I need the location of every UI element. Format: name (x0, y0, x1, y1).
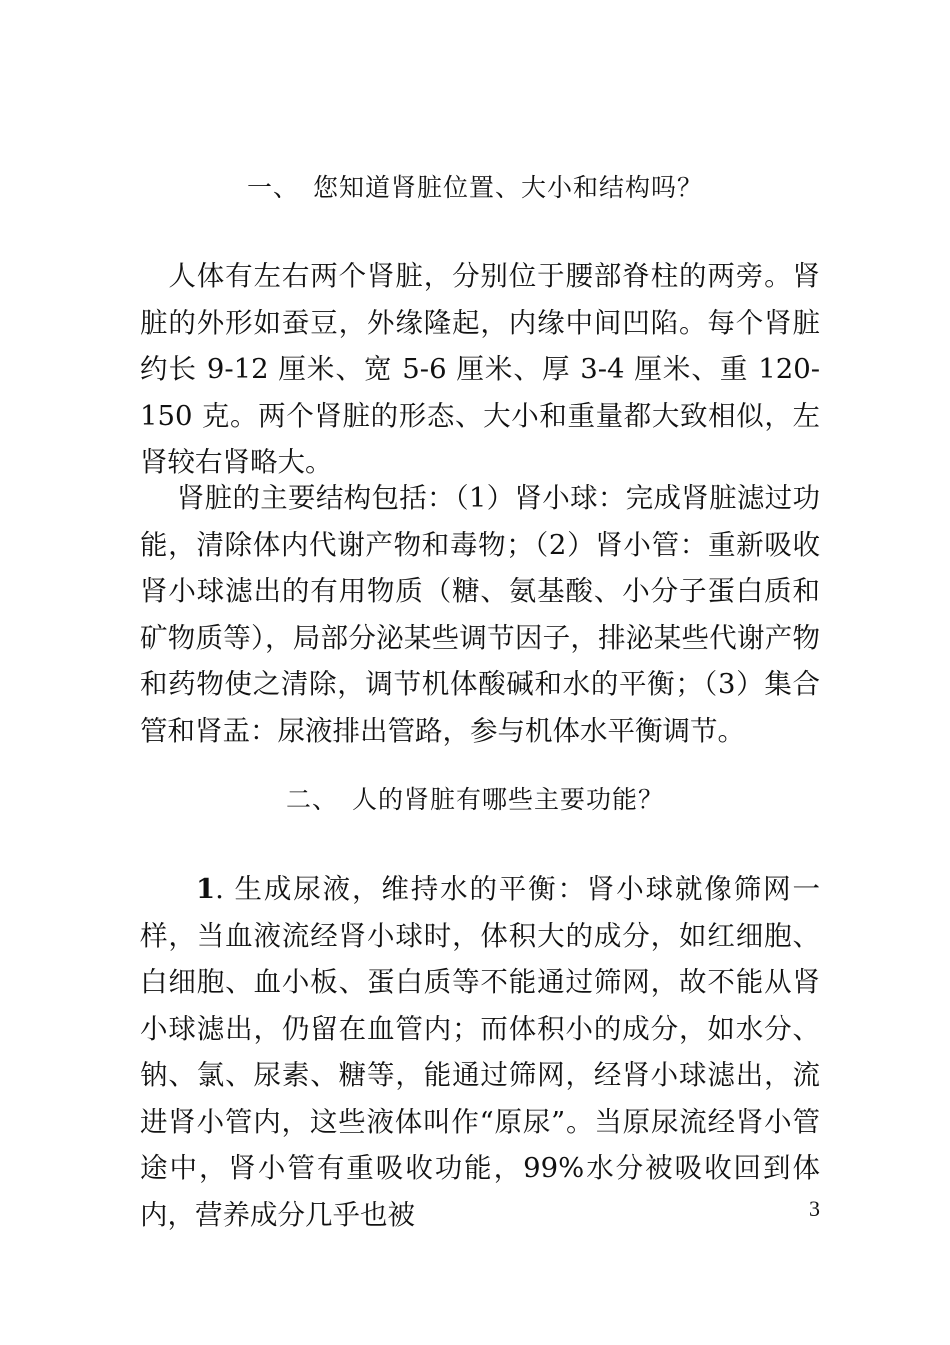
section-title-2: 人的肾脏有哪些主要功能？ (352, 785, 665, 814)
list-number-1: 1 (196, 873, 216, 905)
paragraph-urine-text: . 生成尿液，维持水的平衡：肾小球就像筛网一样，当血液流经肾小球时，体积大的成分，如红细胞、白细胞、血小板、蛋白质等不能通过筛网，故不能从肾小球滤出，仍留在血管内；而体积小的成分，如水分、钠、氯、尿素、糖等，能通过筛网，经肾小球滤出，流进肾小管内，这些液体叫作“原尿”。当原尿流经肾小管途中，肾小管有重吸收功能，99%水分被吸收回到体内，营养成分几乎也被 (140, 873, 820, 1231)
paragraph-kidney-location: 人体有左右两个肾脏，分别位于腰部脊柱的两旁。肾脏的外形如蚕豆，外缘隆起，内缘中间凹陷。每个肾脏约长 9-12 厘米、宽 5-6 厘米、厚 3-4 厘米、重 120-150 克。两个肾脏的形态、大小和重量都大致相似，左肾较右肾略大。 (140, 260, 820, 478)
section-number-1: 一、 (246, 173, 299, 202)
section-number-2: 二、 (285, 785, 338, 814)
section-title-1: 您知道肾脏位置、大小和结构吗？ (313, 173, 704, 202)
paragraph-urine-function (140, 866, 820, 1238)
section-heading-1 (0, 173, 950, 203)
paragraph-kidney-structure: 肾脏的主要结构包括：（1）肾小球：完成肾脏滤过功能，清除体内代谢产物和毒物；（2）肾小管：重新吸收肾小球滤出的有用物质（糖、氨基酸、小分子蛋白质和矿物质等），局部分泌某些调节因子，排泌某些代谢产物和药物使之清除，调节机体酸碱和水的平衡；（3）集合管和肾盂：尿液排出管路，参与机体水平衡调节。 (140, 482, 820, 747)
section-heading-2 (0, 785, 950, 815)
page-number: 3 (809, 1196, 820, 1221)
